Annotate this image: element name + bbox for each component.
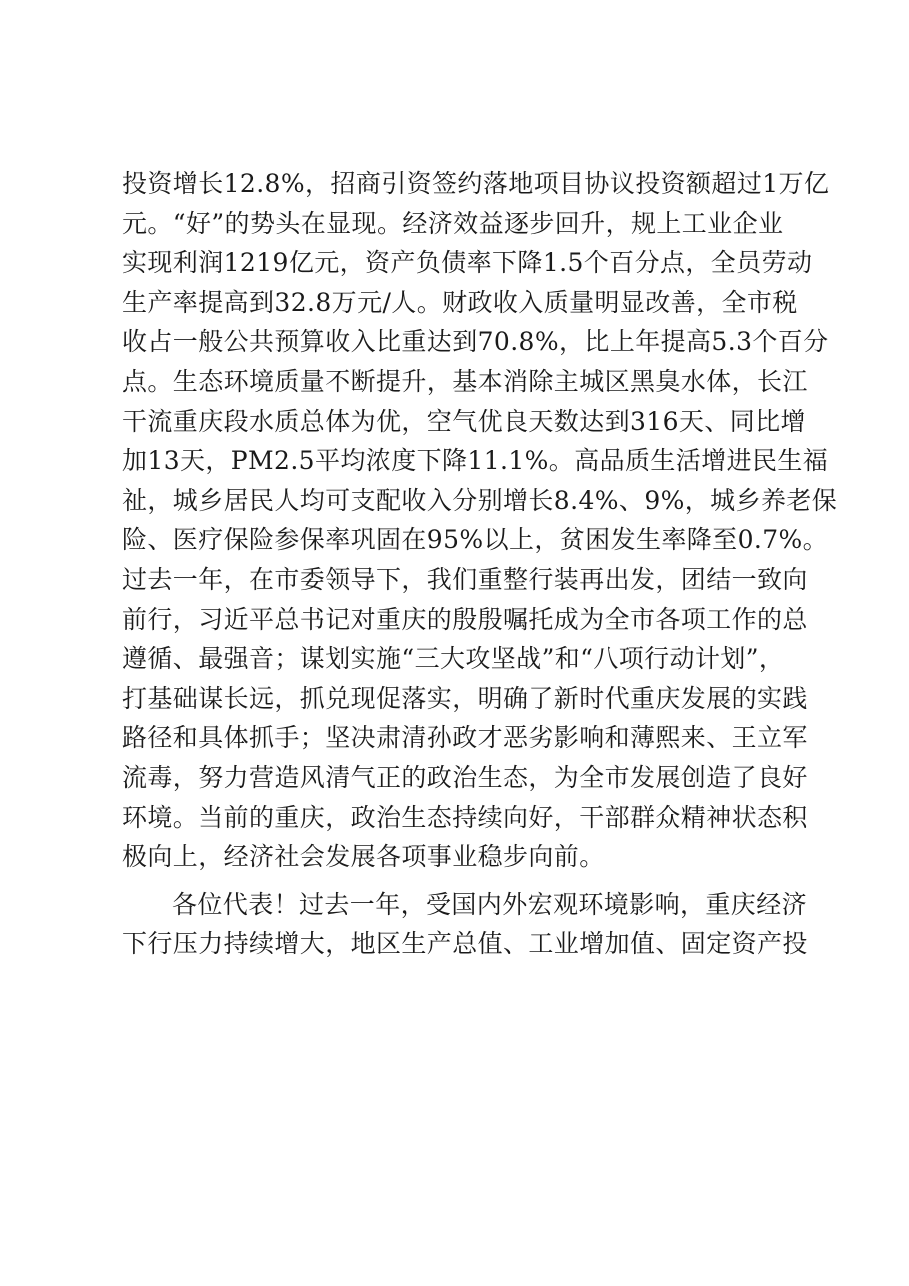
text-line: 元。“好”的势头在显现。经济效益逐步回升，规上工业企业 — [122, 208, 784, 238]
text-line: 打基础谋长远，抓兑现促落实，明确了新时代重庆发展的实践 — [122, 683, 808, 713]
text-line: 下行压力持续增大，地区生产总值、工业增加值、固定资产投 — [122, 929, 808, 959]
text-line: 点。生态环境质量不断提升，基本消除主城区黑臭水体，长江 — [122, 366, 808, 396]
paragraph-1 — [122, 164, 838, 877]
text-line: 险、医疗保险参保率巩固在95%以上，贫困发生率降至0.7%。 — [122, 525, 829, 555]
text-line: 实现利润1219亿元，资产负债率下降1.5个百分点，全员劳动 — [122, 248, 813, 278]
text-line: 投资增长12.8%，招商引资签约落地项目协议投资额超过1万亿 — [122, 169, 830, 198]
text-line: 环境。当前的重庆，政治生态持续向好，干部群众精神状态积 — [122, 802, 808, 832]
text-line: 前行，习近平总书记对重庆的殷殷嘱托成为全市各项工作的总 — [122, 604, 808, 634]
document-body — [122, 164, 838, 964]
paragraph-gap — [122, 877, 812, 885]
text-line: 遵循、最强音；谋划实施“三大攻坚战”和“八项行动计划”， — [122, 644, 785, 674]
text-line: 收占一般公共预算收入比重达到70.8%，比上年提高5.3个百分 — [122, 327, 829, 357]
text-line: 祉，城乡居民人均可支配收入分别增长8.4%、9%，城乡养老保 — [122, 485, 838, 515]
text-line: 路径和具体抓手；坚决肃清孙政才恶劣影响和薄熙来、王立军 — [122, 723, 808, 753]
text-line: 生产率提高到32.8万元/人。财政收入质量明显改善，全市税 — [122, 287, 798, 317]
text-line: 加13天，PM2.5平均浓度下降11.1%。高品质生活增进民生福 — [122, 446, 829, 476]
text-line: 极向上，经济社会发展各项事业稳步向前。 — [122, 842, 605, 872]
text-line: 过去一年，在市委领导下，我们重整行装再出发，团结一致向 — [122, 564, 808, 594]
text-line: 各位代表！过去一年，受国内外宏观环境影响，重庆经济 — [172, 889, 808, 919]
text-line: 干流重庆段水质总体为优，空气优良天数达到316天、同比增 — [122, 406, 806, 436]
text-line: 流毒，努力营造风清气正的政治生态，为全市发展创造了良好 — [122, 762, 808, 792]
paragraph-2 — [122, 885, 812, 964]
